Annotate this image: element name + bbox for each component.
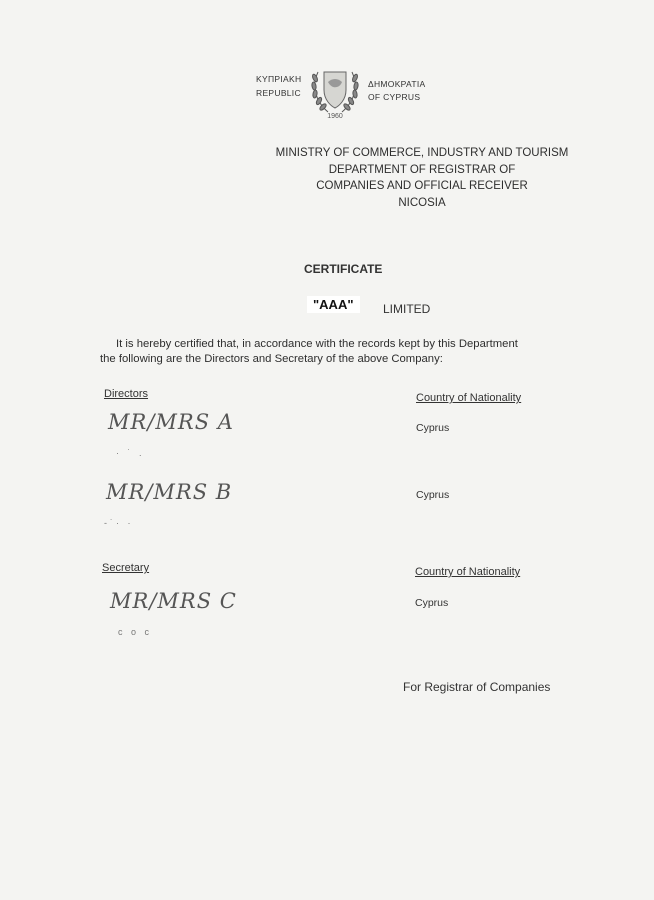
registrar-signature-line: For Registrar of Companies bbox=[403, 680, 551, 694]
statement-line-1: It is hereby certified that, in accordance with the records kept by this Department bbox=[116, 338, 518, 350]
secretary-nationality-heading: Country of Nationality bbox=[415, 566, 521, 578]
svg-text:1960: 1960 bbox=[327, 113, 343, 120]
secretary-name-c: MR/MRS C bbox=[110, 589, 237, 613]
director-nationality-a: Cyprus bbox=[416, 422, 450, 434]
directors-heading: Directors bbox=[104, 388, 149, 400]
department-line: DEPARTMENT OF REGISTRAR OF bbox=[328, 163, 516, 176]
secretary-nationality-c: Cyprus bbox=[415, 597, 449, 609]
director-name-b: MR/MRS B bbox=[106, 480, 233, 504]
director-name-a: MR/MRS A bbox=[108, 410, 234, 434]
signature-mark: -˙· · bbox=[104, 518, 134, 528]
company-suffix: LIMITED bbox=[383, 302, 431, 316]
statement-text bbox=[100, 337, 518, 366]
director-nationality-b: Cyprus bbox=[416, 489, 450, 501]
directors-nationality-heading: Country of Nationality bbox=[416, 392, 522, 404]
company-name: "AAA" bbox=[307, 296, 360, 313]
signature-mark: · ˙ . bbox=[116, 448, 145, 458]
header-greek-right: ΔΗΜΟΚΡΑΤΙΑ bbox=[368, 79, 426, 89]
cyprus-coat-of-arms-icon bbox=[306, 66, 364, 120]
signature-mark: c o c bbox=[118, 627, 153, 637]
certificate-title: CERTIFICATE bbox=[304, 262, 383, 276]
header-english-right: OF CYPRUS bbox=[368, 92, 421, 102]
statement-line-2: the following are the Directors and Secretary of the above Company: bbox=[100, 352, 443, 365]
secretary-heading: Secretary bbox=[102, 562, 150, 574]
city-line: NICOSIA bbox=[398, 196, 446, 209]
header-greek-left: ΚΥΠΡΙΑΚΗ bbox=[256, 74, 302, 84]
header-english-left: REPUBLIC bbox=[256, 88, 301, 98]
registrar-line: COMPANIES AND OFFICIAL RECEIVER bbox=[316, 180, 528, 192]
ministry-block bbox=[262, 145, 582, 211]
ministry-line: MINISTRY OF COMMERCE, INDUSTRY AND TOURISM bbox=[275, 147, 569, 159]
